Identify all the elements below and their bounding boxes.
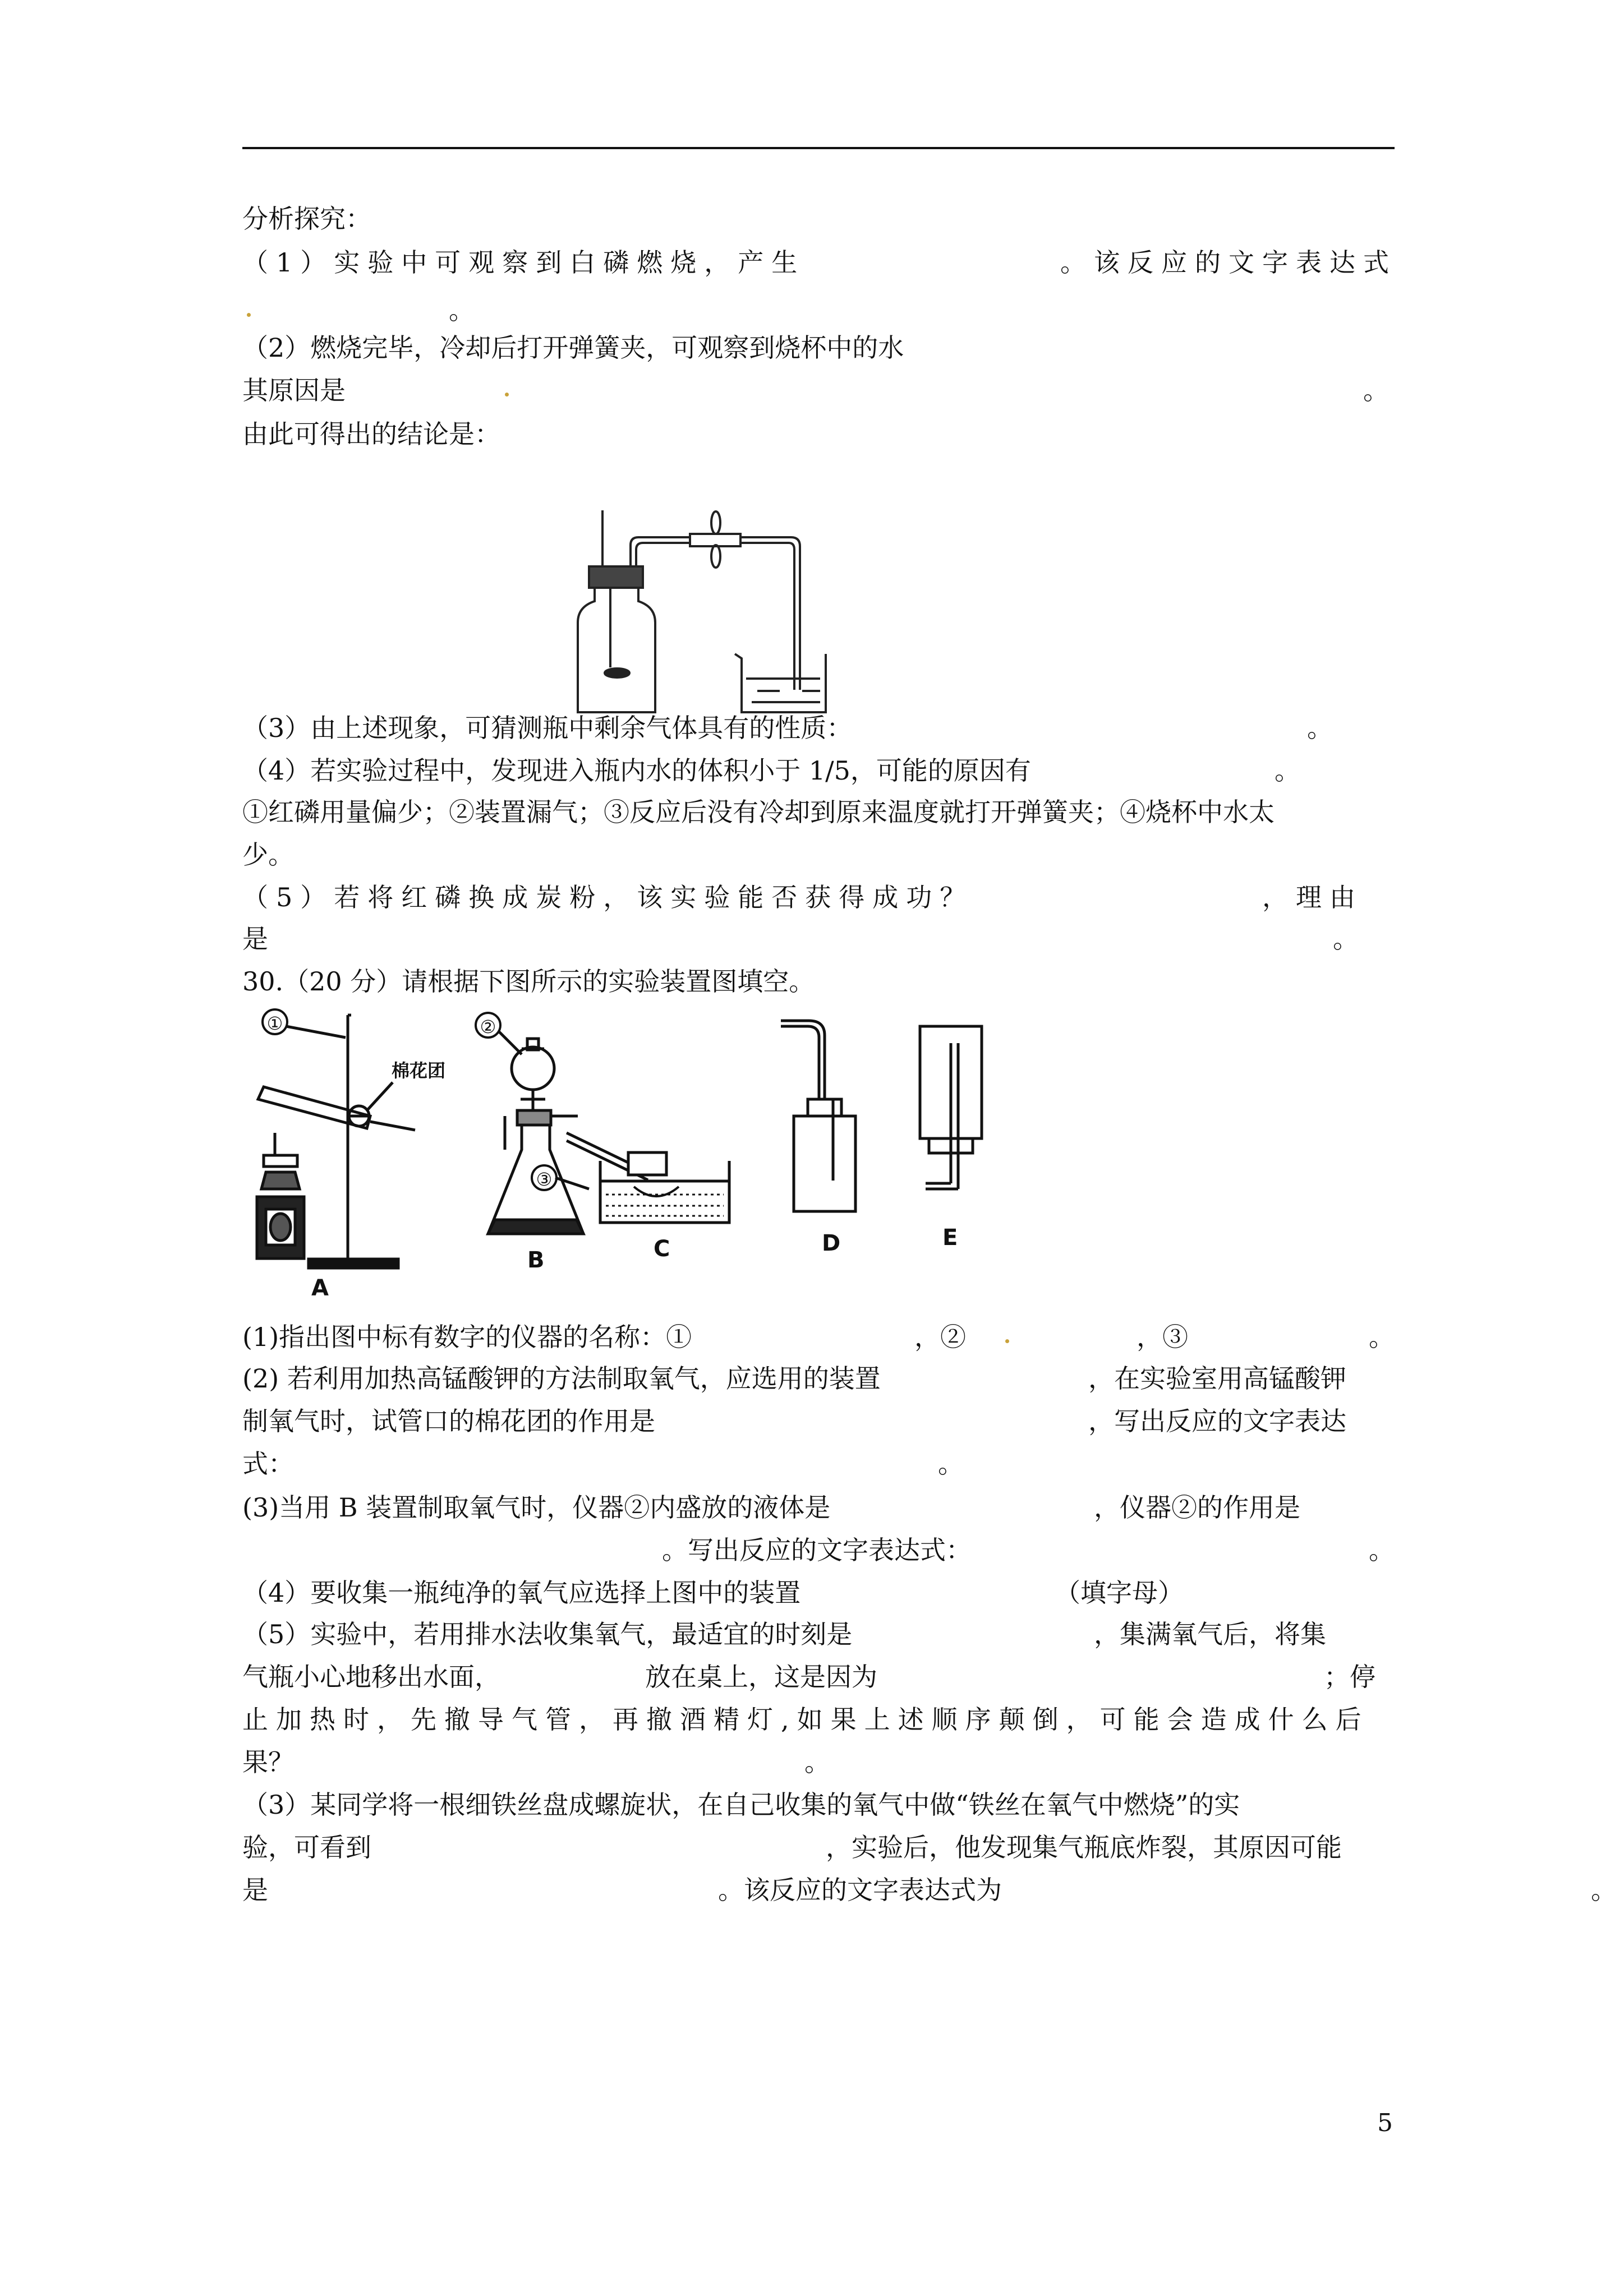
p4-text-b: （填字母） (1055, 1578, 1184, 1608)
p6-text-b: 验，可看到 (242, 1832, 371, 1862)
q1-text-a: （1）实验中可观察到白磷燃烧，产生 (242, 247, 806, 278)
p3-end: 。 (1369, 1535, 1395, 1565)
p5-text-f: 止加热时，先撤导气管，再撤酒精灯,如果上述顺序颠倒，可能会造成什么后 (242, 1704, 1369, 1735)
p5-text-g: 果？ (242, 1747, 294, 1777)
q1-text-b: 。该反应的文字表达式 (1060, 247, 1397, 278)
p3-text-c: 。写出反应的文字表达式： (662, 1535, 972, 1565)
label-n2: ② (480, 1016, 496, 1038)
p5-text-c: 气瓶小心地移出水面， (242, 1662, 500, 1692)
p5-text-a: （5）实验中，若用排水法收集氧气，最适宜的时刻是 (242, 1619, 853, 1649)
speck (1005, 1339, 1009, 1343)
q4-end: 。 (1275, 755, 1300, 786)
p3-text-a: (3)当用 B 装置制取氧气时，仪器②内盛放的液体是 (242, 1492, 831, 1523)
label-A: A (311, 1275, 329, 1301)
label-B: B (527, 1247, 545, 1273)
p6-text-c: ，实验后，他发现集气瓶底炸裂，其原因可能 (826, 1832, 1342, 1862)
page-number: 5 (1377, 2109, 1393, 2137)
speck (247, 313, 251, 317)
q2-text-a: （2）燃烧完毕，冷却后打开弹簧夹，可观察到烧杯中的水 (242, 333, 904, 363)
p2-text-d: ，写出反应的文字表达 (1088, 1406, 1346, 1436)
p1-text-c: ，③ (1137, 1322, 1188, 1352)
p5-text-d: 放在桌上，这是因为 (645, 1662, 877, 1692)
q5-end: 。 (1333, 924, 1359, 954)
p2-text-a: (2) 若利用加热高锰酸钾的方法制取氧气，应选用的装置 (242, 1363, 881, 1394)
label-n3: ③ (536, 1169, 553, 1190)
header-rule (242, 147, 1395, 149)
p3-text-b: ，仪器②的作用是 (1094, 1492, 1300, 1523)
p5-text-b: ，集满氧气后，将集 (1094, 1619, 1326, 1649)
label-C: C (654, 1236, 670, 1262)
q4-options-line2: 少。 (242, 840, 294, 870)
p4-text-a: （4）要收集一瓶纯净的氧气应选择上图中的装置 (242, 1578, 801, 1608)
label-n1: ① (266, 1013, 283, 1034)
conclusion-text: 由此可得出的结论是： (242, 419, 500, 449)
p6-text-a: （3）某同学将一根细铁丝盘成螺旋状，在自己收集的氧气中做“铁丝在氧气中燃烧”的实 (242, 1790, 1240, 1820)
q2-end: 。 (1363, 375, 1389, 405)
p5-end: 。 (804, 1747, 830, 1777)
analysis-heading: 分析探究： (242, 204, 371, 234)
q3-end: 。 (1307, 713, 1333, 743)
p2-end: 。 (938, 1449, 964, 1479)
label-D: D (822, 1230, 841, 1256)
oxygen-apparatus-figure (241, 1004, 1060, 1307)
q1-end: 。 (449, 295, 475, 325)
p1-text-b: ，② (914, 1322, 966, 1352)
p2-text-e: 式： (242, 1449, 294, 1479)
p6-end: 。 (1591, 1875, 1617, 1905)
q4-options-line1: ①红磷用量偏少；②装置漏气；③反应后没有冷却到原来温度就打开弹簧夹；④烧杯中水太 (242, 797, 1275, 827)
p1-text-a: (1)指出图中标有数字的仪器的名称：① (242, 1322, 692, 1352)
q5-text-a: （5）若将红磷换成炭粉，该实验能否获得成功？ (242, 882, 974, 912)
p2-text-c: 制氧气时，试管口的棉花团的作用是 (242, 1406, 655, 1436)
p5-text-e: ；停 (1324, 1662, 1375, 1692)
q30-title: 30.（20 分）请根据下图所示的实验装置图填空。 (242, 966, 815, 997)
label-E: E (942, 1225, 958, 1251)
p6-text-d: 是 (242, 1875, 268, 1905)
p2-text-b: ，在实验室用高锰酸钾 (1088, 1363, 1346, 1394)
speck (505, 393, 509, 397)
label-cotton: 棉花团 (392, 1060, 446, 1081)
q5-text-b: ，理由 (1262, 882, 1363, 912)
q4-text: （4）若实验过程中，发现进入瓶内水的体积小于 1/5，可能的原因有 (242, 755, 1031, 786)
p6-text-e: 。该反应的文字表达式为 (718, 1875, 1002, 1905)
phosphorus-apparatus-figure (567, 510, 836, 712)
q2-text-b: 其原因是 (242, 375, 346, 405)
q3-text: （3）由上述现象，可猜测瓶中剩余气体具有的性质： (242, 713, 853, 743)
q5-text-c: 是 (242, 924, 268, 954)
p1-end: 。 (1369, 1322, 1395, 1352)
